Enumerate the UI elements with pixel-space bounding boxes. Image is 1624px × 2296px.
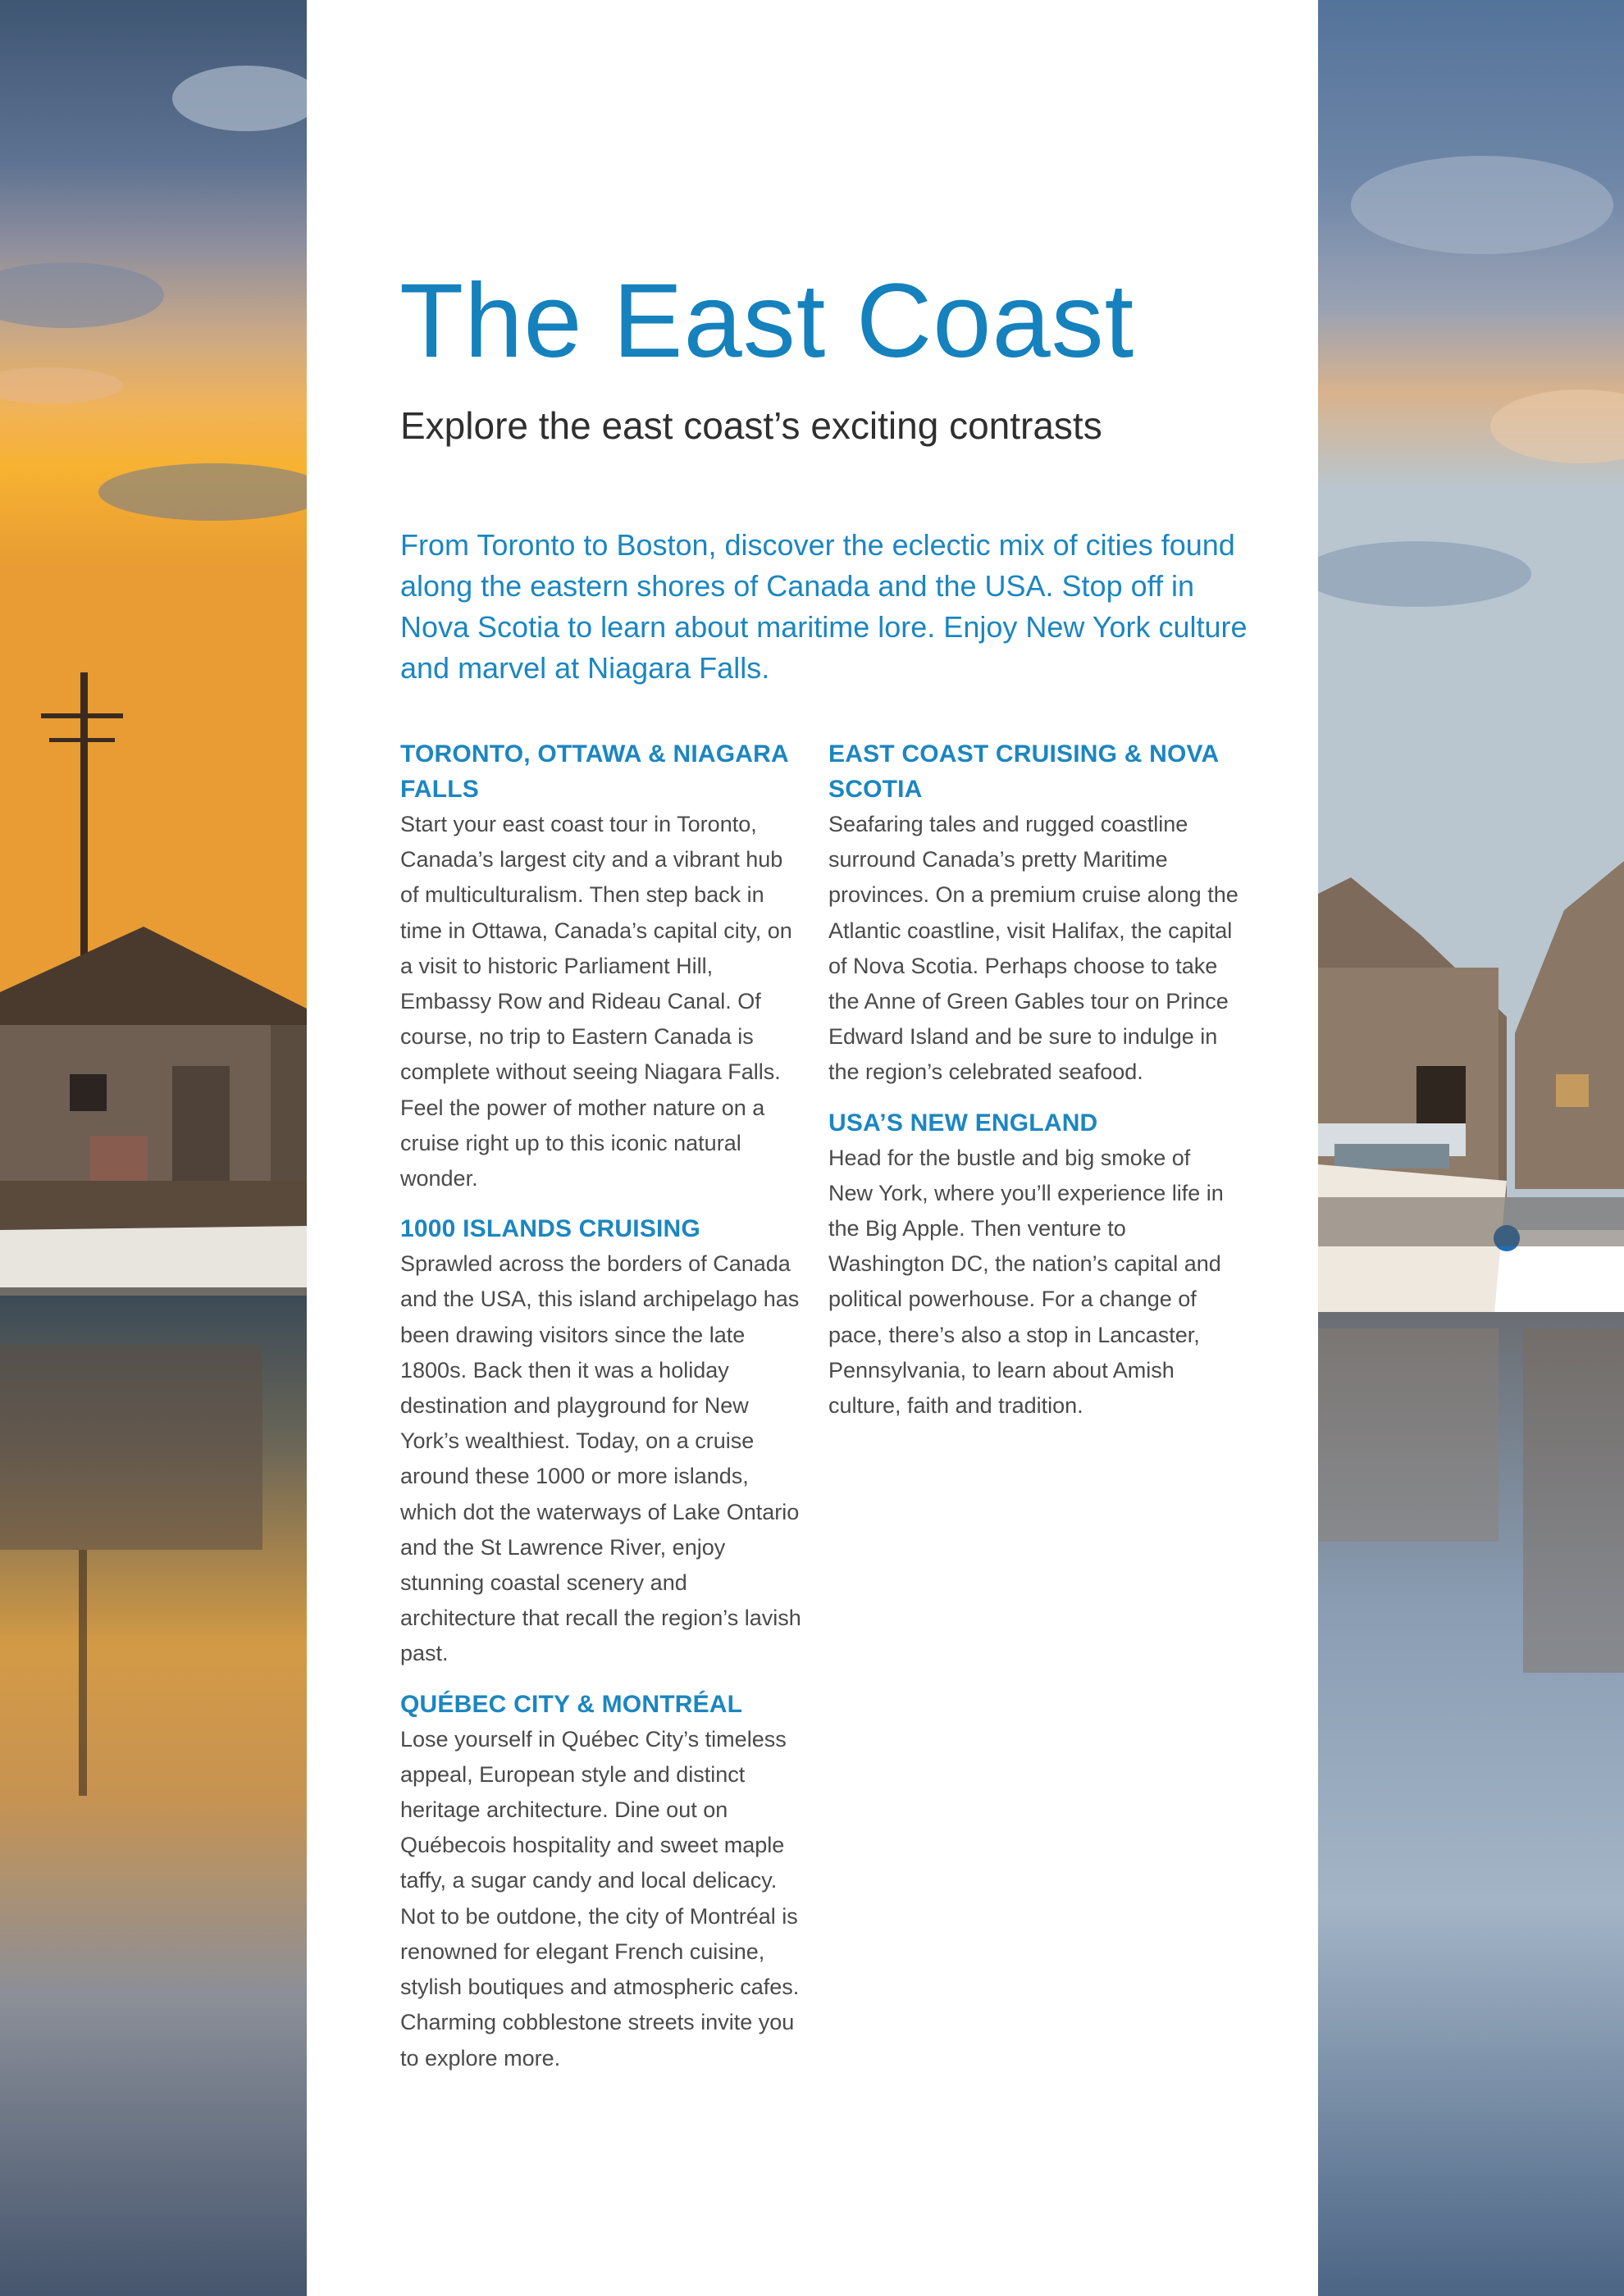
section-body: Sprawled across the borders of Canada and the USA, this island archipelago has been drawing visitors since the late 1800s. Back then it was a holiday destination and playground for New York’s wealthiest. Today, on a cruise around these 1000 or more islands, which dot the waterways of Lake Ontario and the St Lawrence River, enjoy stunning coastal scenery and architecture that recall the region’s lavish past. <box>400 1251 801 1666</box>
section-cruising <box>828 736 1239 1091</box>
section-heading: 1000 ISLANDS CRUISING <box>400 1215 700 1243</box>
section-body: Lose yourself in Québec City’s timeless appeal, European style and distinct heritage architecture. Dine out on Québecois hospitality and sweet maple taffy, a sugar candy and local delicacy. Not to be outdone, the city of Montréal is renowned for elegant French cuisine, stylish boutiques and atmospheric cafes. Charming cobblestone streets invite you to explore more. <box>400 1726 800 2070</box>
intro-paragraph: From Toronto to Boston, discover the eclectic mix of cities found along the eastern shores of Canada and the USA. Stop off in Nova Scotia to learn about maritime lore. Enjoy New York culture and marvel at Niagara Falls. <box>400 528 1248 685</box>
harbour-photo-left <box>0 0 307 2296</box>
content-panel <box>307 0 1318 2296</box>
section-body: Seafaring tales and rugged coastline surround Canada’s pretty Maritime provinces. On a premium cruise along the Atlantic coastline, visit Halifax, the capital of Nova Scotia. Perhaps choose to take the Anne of Green Gables tour on Prince Edward Island and be sure to indulge in the region’s celebrated seafood. <box>828 812 1239 1085</box>
section-toronto <box>400 736 802 1196</box>
section-quebec <box>400 1687 802 2076</box>
section-heading: EAST COAST CRUISING & NOVA SCOTIA <box>828 740 1219 803</box>
section-body: Start your east coast tour in Toronto, Canada’s largest city and a vibrant hub of multiculturalism. Then step back in time in Ottawa, Canada’s capital city, on a visit to historic Parliament Hill, Embassy Row and Rideau Canal. Of course, no trip to Eastern Canada is complete without seeing Niagara Falls. Feel the power of mother nature on a cruise right up to this iconic natural wonder. <box>400 812 792 1191</box>
page-title: The East Coast <box>399 262 1135 380</box>
section-islands <box>400 1211 802 1671</box>
section-heading: QUÉBEC CITY & MONTRÉAL <box>400 1690 743 1718</box>
section-body: Head for the bustle and big smoke of New York, where you’ll experience life in the Big Apple. Then venture to Washington DC, the nation’s capital and political powerhouse. For a change of pace, there’s also a stop in Lancaster, Pennsylvania, to learn about Amish culture, faith and tradition. <box>828 1145 1224 1419</box>
harbour-photo-right <box>1318 0 1624 2296</box>
right-column <box>828 736 1239 1438</box>
section-heading: TORONTO, OTTAWA & NIAGARA FALLS <box>400 740 788 803</box>
section-heading: USA’S NEW ENGLAND <box>828 1109 1098 1137</box>
left-column <box>400 736 802 2091</box>
page-subtitle: Explore the east coast’s exciting contrasts <box>400 404 1102 447</box>
section-new-england <box>828 1105 1239 1424</box>
